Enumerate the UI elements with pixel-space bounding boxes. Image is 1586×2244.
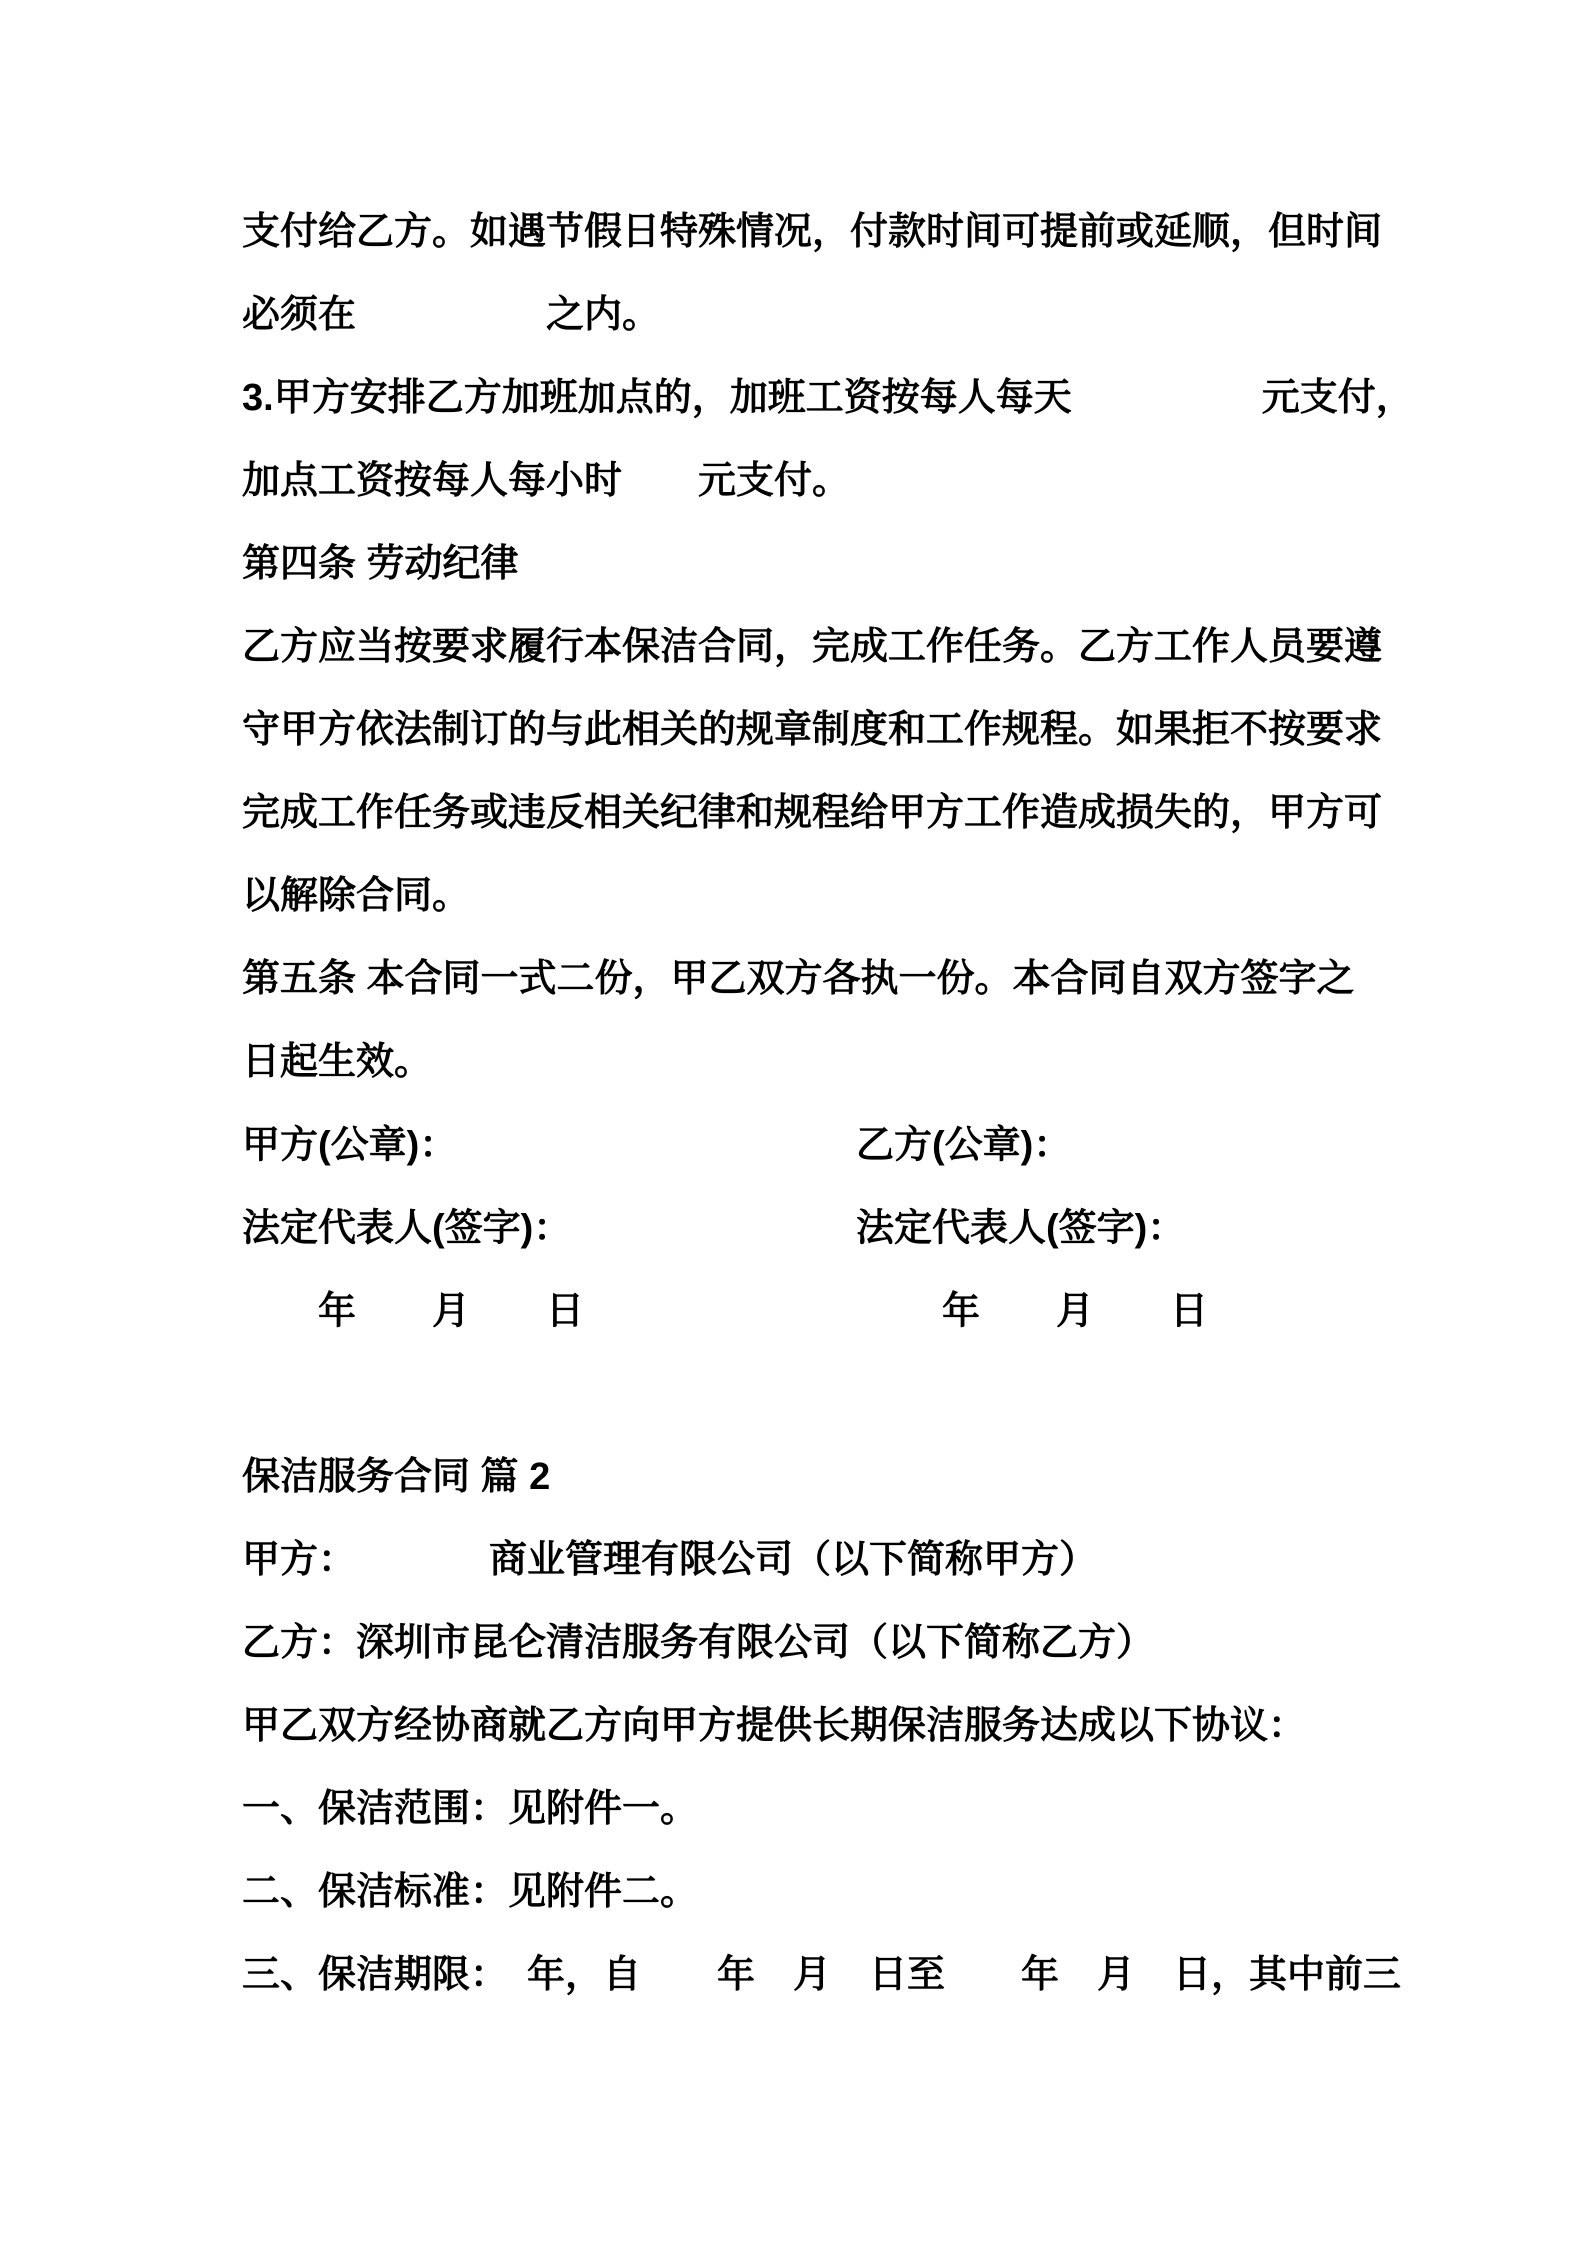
line-text: 乙方应当按要求履行本保洁合同，完成工作任务。乙方工作人员要遵 (242, 626, 1383, 668)
document-line (242, 518, 1382, 601)
column-text: 乙方(公章)： (856, 1124, 1072, 1166)
line-text: 3.甲方安排乙方加班加点的，加班工资按每人每天 元支付， (242, 377, 1414, 419)
document-line (242, 684, 1382, 767)
line-text: 支付给乙方。如遇节假日特殊情况，付款时间可提前或延顺，但时间 (242, 211, 1383, 253)
line-text: 日起生效。 (242, 1041, 433, 1083)
line-text: 以解除合同。 (242, 875, 471, 917)
document-line (242, 1763, 1382, 1846)
document-line (242, 352, 1414, 435)
document-line (242, 269, 1382, 352)
line-text: 完成工作任务或违反相关纪律和规程给甲方工作造成损失的，甲方可 (242, 792, 1383, 834)
document-line (242, 1016, 1382, 1099)
line-text: 甲乙双方经协商就乙方向甲方提供长期保洁服务达成以下协议： (242, 1705, 1307, 1747)
document-line (242, 850, 1382, 933)
line-text: 第五条 本合同一式二份，甲乙双方各执一份。本合同自双方签字之 (242, 958, 1355, 1000)
column-text: 甲方(公章)： (242, 1124, 458, 1166)
document-line (242, 1265, 1382, 1348)
document-line (242, 1514, 1382, 1597)
document-line (242, 1597, 1382, 1680)
document-line (242, 1929, 1402, 2012)
document-content (242, 186, 1414, 2012)
document-line (242, 767, 1382, 850)
document-line (242, 933, 1382, 1016)
document-line (242, 1099, 1382, 1182)
document-line (242, 186, 1382, 269)
document-line (242, 1680, 1382, 1763)
line-text: 加点工资按每人每小时 元支付。 (242, 460, 851, 502)
line-text: 三、保洁期限： 年，自 年 月 日至 年 月 日，其中前三 (242, 1954, 1402, 1996)
line-text: 甲方： 商业管理有限公司（以下简称甲方） (242, 1539, 1098, 1581)
blank-line (242, 1348, 1382, 1431)
document-line (242, 1846, 1382, 1929)
line-text: 一、保洁范围：见附件一。 (242, 1788, 699, 1830)
column-text: 法定代表人(签字)： (856, 1207, 1186, 1249)
line-text: 乙方：深圳市昆仑清洁服务有限公司（以下简称乙方） (242, 1622, 1155, 1664)
line-text: 守甲方依法制订的与此相关的规章制度和工作规程。如果拒不按要求 (242, 709, 1383, 751)
line-text: 保洁服务合同 篇 2 (242, 1456, 551, 1498)
line-text: 必须在 之内。 (242, 294, 661, 336)
column-text: 法定代表人(签字)： (242, 1207, 572, 1249)
document-line (242, 435, 1382, 518)
document-line (242, 1182, 1382, 1265)
line-text: 第四条 劳动纪律 (242, 543, 519, 585)
line-text: 二、保洁标准：见附件二。 (242, 1871, 699, 1913)
column-text: 年 月 日 (318, 1290, 585, 1332)
document-line (242, 1431, 1382, 1514)
document-line (242, 601, 1382, 684)
column-text: 年 月 日 (942, 1290, 1209, 1332)
